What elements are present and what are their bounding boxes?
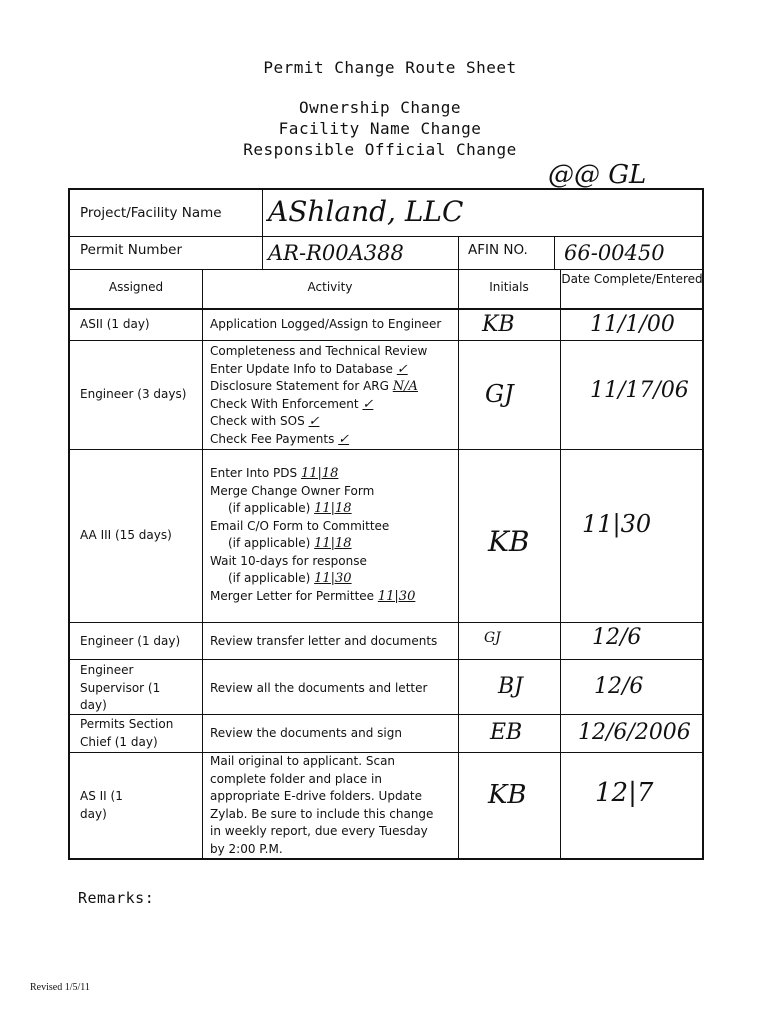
row-activity <box>210 465 415 605</box>
activity-line: Merge Change Owner Form <box>210 483 375 498</box>
activity-line: Merger Letter for Permittee 11|30 <box>210 588 416 604</box>
activity-line: by 2:00 P.M. <box>210 841 283 856</box>
route-sheet-form <box>68 188 704 860</box>
row-initials: GJ <box>485 380 514 408</box>
row-assigned: Engineer (3 days) <box>80 387 187 401</box>
row-date: 11/1/00 <box>590 312 675 337</box>
row-date: 12/6 <box>594 674 644 699</box>
activity-line: (if applicable) 11|18 <box>228 536 352 551</box>
row-date: 11|30 <box>582 510 652 538</box>
divider <box>560 269 561 860</box>
col-activity: Activity <box>307 280 353 294</box>
permit-number-label: Permit Number <box>80 242 182 258</box>
divider <box>554 236 555 269</box>
row-initials: KB <box>488 780 527 810</box>
activity-line: Zylab. Be sure to include this change <box>210 806 434 821</box>
col-date: Date Complete/Entered <box>561 272 703 286</box>
row-activity: Review the documents and sign <box>210 726 402 740</box>
divider <box>70 340 702 341</box>
row-initials: KB <box>488 525 530 558</box>
facility-name-label: Project/Facility Name <box>80 205 222 221</box>
divider <box>202 269 203 860</box>
facility-name-value: AShland, LLC <box>268 195 464 228</box>
activity-line: Enter Update Info to Database ✓ <box>210 361 408 377</box>
row-date: 12/6/2006 <box>578 720 691 745</box>
page-title: Permit Change Route Sheet <box>263 58 517 77</box>
divider <box>70 622 702 623</box>
row-assigned: ASII (1 day) <box>80 317 150 331</box>
row-activity: Review transfer letter and documents <box>210 634 438 648</box>
activity-line: Completeness and Technical Review <box>210 344 428 358</box>
row-date: 12|7 <box>595 778 654 808</box>
activity-line: Check with SOS ✓ <box>210 414 320 429</box>
activity-line: Email C/O Form to Committee <box>210 518 390 533</box>
subtitle-facility-name: Facility Name Change <box>278 119 482 138</box>
row-activity: Application Logged/Assign to Engineer <box>210 317 442 331</box>
afin-label: AFIN NO. <box>468 242 528 258</box>
divider <box>70 308 702 310</box>
activity-line: in weekly report, due every Tuesday <box>210 824 428 838</box>
row-assigned: Engineer (1 day) <box>80 634 181 648</box>
remarks-label: Remarks: <box>78 889 155 907</box>
divider <box>458 236 459 269</box>
activity-line: (if applicable) 11|18 <box>228 501 352 516</box>
row-activity: Review all the documents and letter <box>210 681 428 695</box>
subtitle-responsible-official: Responsible Official Change <box>243 140 517 159</box>
divider <box>70 449 702 450</box>
activity-line: (if applicable) 11|30 <box>228 571 352 586</box>
row-assigned: AA III (15 days) <box>80 528 172 542</box>
row-initials: EB <box>490 720 523 745</box>
activity-line: Enter Into PDS 11|18 <box>210 466 339 481</box>
afin-value: 66-00450 <box>564 241 665 265</box>
divider <box>70 659 702 660</box>
row-initials: KB <box>482 312 515 337</box>
divider <box>262 190 263 269</box>
divider <box>70 236 702 237</box>
subtitle-ownership: Ownership Change <box>298 98 462 117</box>
handwritten-initials-mark: @@ GL <box>548 160 647 190</box>
row-activity <box>210 753 433 858</box>
activity-line: appropriate E-drive folders. Update <box>210 789 423 803</box>
col-initials: Initials <box>489 280 529 294</box>
activity-line: Mail original to applicant. Scan <box>210 754 396 768</box>
row-activity <box>210 343 427 448</box>
activity-line: Wait 10-days for response <box>210 553 367 568</box>
activity-line: complete folder and place in <box>210 771 382 786</box>
revised-note: Revised 1/5/11 <box>30 982 90 993</box>
activity-line: Check With Enforcement ✓ <box>210 396 374 412</box>
row-date: 12/6 <box>592 625 642 650</box>
row-initials: GJ <box>484 630 501 646</box>
row-initials: BJ <box>498 674 523 699</box>
row-assigned: Permits Section Chief (1 day) <box>80 717 174 749</box>
row-assigned: AS II (1 day) <box>80 789 123 821</box>
activity-line: Disclosure Statement for ARG N/A <box>210 379 418 394</box>
activity-line: Check Fee Payments ✓ <box>210 431 350 447</box>
row-assigned: Engineer Supervisor (1 day) <box>80 663 161 712</box>
divider <box>458 269 459 860</box>
permit-number-value: AR-R00A388 <box>268 241 404 265</box>
col-assigned: Assigned <box>108 280 164 294</box>
row-date: 11/17/06 <box>590 378 689 403</box>
change-types <box>0 97 760 160</box>
